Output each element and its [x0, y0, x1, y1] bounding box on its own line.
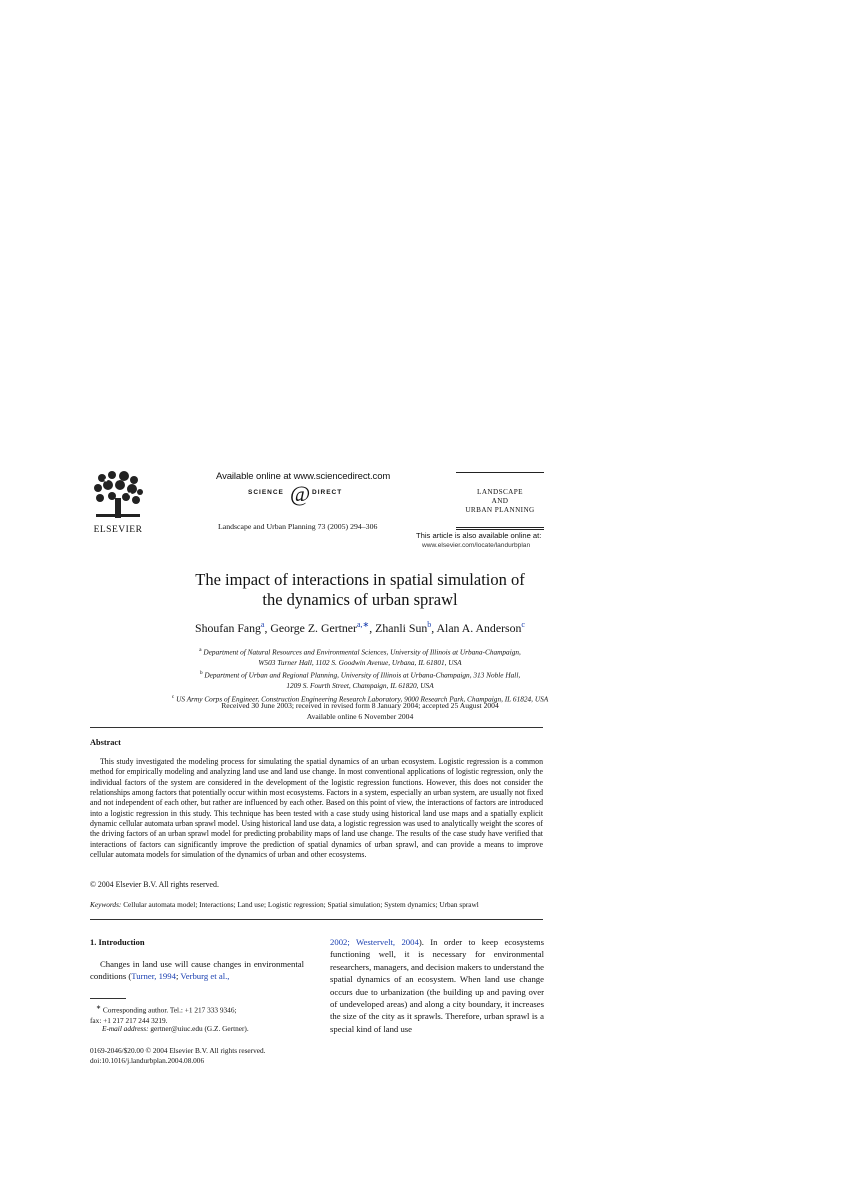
author-name: Shoufan Fang — [195, 620, 261, 635]
citation-link[interactable]: Verburg et al., — [180, 971, 230, 982]
tree-logo-icon — [90, 470, 146, 520]
divider — [456, 472, 544, 473]
citation-link[interactable]: Turner, 1994 — [131, 971, 176, 982]
abstract-text: This study investigated the modeling process for simulating the spatial dynamics of an urban ecosystem. Logistic regression is a common method for empirically modeling and analyzing land use and land use change. In most conventional applications of logistic regression, only the individual factors of the system are considered in the development of the logistic regression functions. However, this does not consider the relationships among factors that potentially occur within most ecosystems. Factors in a system, especially an urban system, are usually not fixed and not independent of each other, but rather are influenced by each other. Based on this point of view, the interactions of factors are introduced into a logistic regression in this study. This technique has been tested with a case study using historical land use maps and a spatially explicit dynamic cellular automata urban sprawl model. Using historical land use data, a logistic regression was used to analytically weight the scores of the driving factors of an urban sprawl model for predicting probability maps of land use change. The results of the case study have verified that interactions of factors can significantly improve the prediction of spatial dynamics of urban sprawl, and can provide a means to improve cellular automata models for simulation of the dynamics of urban and other ecosystems. — [90, 757, 543, 860]
author-list: Shoufan Fang$^a$, George Z. Gertner$^{a,∗}$, Zhanli Sun$^b$, Alan A. Anderson$^c$ — [195, 620, 525, 635]
body-column-right: 2002; Westervelt, 2004). In order to keep ecosystems functioning well, it is necessary for environmental researchers, managers, and decision makers to understand the spatial dynamics of an ecosystem. When land use change occurs due to urbanization (the building up and paving over of undeveloped areas) and along a city boundary, it increases the size of the city as it sprawls. Therefore, urban sprawl is a special kind of land use — [330, 937, 545, 1034]
available-online-text: Available online at www.sciencedirect.com — [216, 471, 391, 482]
author-name: Alan A. Anderson — [436, 620, 522, 635]
affiliation-c: $^c$ US Army Corps of Engineer, Construction Engineering Research Laboratory, 9000 Research Park, Champaign, IL 61824, USA — [171, 693, 549, 704]
sciencedirect-logo — [248, 483, 354, 505]
journal-url-link[interactable]: www.elsevier.com/locate/landurbplan — [422, 542, 531, 549]
at-icon: @ — [290, 481, 311, 506]
citation-link[interactable]: 2002; Westervelt, 2004 — [330, 937, 419, 947]
affiliation-b: $^b$ Department of Urban and Regional Planning, University of Illinois at Urbana-Champaign, 313 Noble Hall, — [199, 670, 521, 680]
publisher-name: ELSEVIER — [93, 525, 143, 535]
author-name: Zhanli Sun — [375, 620, 428, 635]
footnote-mark: ∗ — [96, 1005, 102, 1011]
sd-left: SCIENCE — [248, 489, 284, 496]
divider — [456, 529, 544, 530]
footnote-corresponding: ∗ Corresponding author. Tel.: +1 217 333 9346; fax: +1 217 217 244 3219. — [90, 1005, 237, 1025]
also-available-text: This article is also available online at: — [416, 531, 542, 540]
issn-line: 0169-2046/$20.00 © 2004 Elsevier B.V. All rights reserved. — [90, 1046, 266, 1055]
author-affil-mark[interactable]: a — [260, 620, 265, 629]
keywords-label: Keywords: — [90, 900, 122, 909]
abstract-copyright: © 2004 Elsevier B.V. All rights reserved. — [90, 880, 219, 889]
divider — [90, 919, 543, 920]
front-matter — [90, 1046, 265, 1067]
email-link[interactable]: gertner@uiuc.edu (G.Z. Gertner). — [150, 1024, 249, 1033]
paper-title: The impact of interactions in spatial simulation of the dynamics of urban sprawl — [195, 570, 525, 609]
divider — [90, 727, 543, 728]
section-heading: 1. Introduction — [90, 937, 145, 947]
author-affil-mark[interactable]: a,∗ — [356, 620, 370, 629]
author-name: George Z. Gertner — [270, 620, 357, 635]
article-dates: Received 30 June 2003; received in revised form 8 January 2004; accepted 25 August 2004 Available online 6 November 2004 — [221, 701, 499, 721]
footnote-divider — [90, 998, 126, 999]
journal-name: LANDSCAPE AND URBAN PLANNING — [465, 488, 535, 514]
sd-right: DIRECT — [312, 489, 343, 496]
abstract-heading: Abstract — [90, 738, 121, 747]
journal-citation: Landscape and Urban Planning 73 (2005) 294–306 — [218, 522, 378, 531]
author-affil-mark[interactable]: c — [521, 620, 525, 629]
body-column-left: Changes in land use will cause changes in environmental conditions (Turner, 1994; Verburg et al., — [90, 959, 304, 982]
elsevier-logo — [90, 470, 146, 535]
keywords-list: Cellular automata model; Interactions; Land use; Logistic regression; Spatial simulation; System dynamics; Urban sprawl — [123, 900, 479, 909]
footnote-email: E-mail address: gertner@uiuc.edu (G.Z. Gertner). — [102, 1024, 249, 1033]
divider — [456, 527, 544, 528]
affiliations: $^a$ Department of Natural Resources and Environmental Sciences, University of Illinois at Urbana-Champaign, W503 Turner Hall, 1102 S. Goodwin Avenue, Urbana, IL 61801, USA $^b$ Department of Urban and Regional Planning, University of Illinois at Urbana-Champaign, 313 Noble Hall, 1209 S. Fourth Street, Champaign, IL 61820, USA $^c$ US Army Corps of Engineer, Construction Engineering Research Laboratory, 9000 Research Park, Champaign, IL 61824, USA — [90, 645, 630, 705]
author-affil-mark[interactable]: b — [427, 620, 432, 629]
doi-line[interactable]: doi:10.1016/j.landurbplan.2004.08.006 — [90, 1056, 205, 1066]
keywords — [90, 900, 543, 909]
affiliation-a: $^a$ Department of Natural Resources and Environmental Sciences, University of Illinois at Urbana-Champaign, — [199, 647, 521, 657]
